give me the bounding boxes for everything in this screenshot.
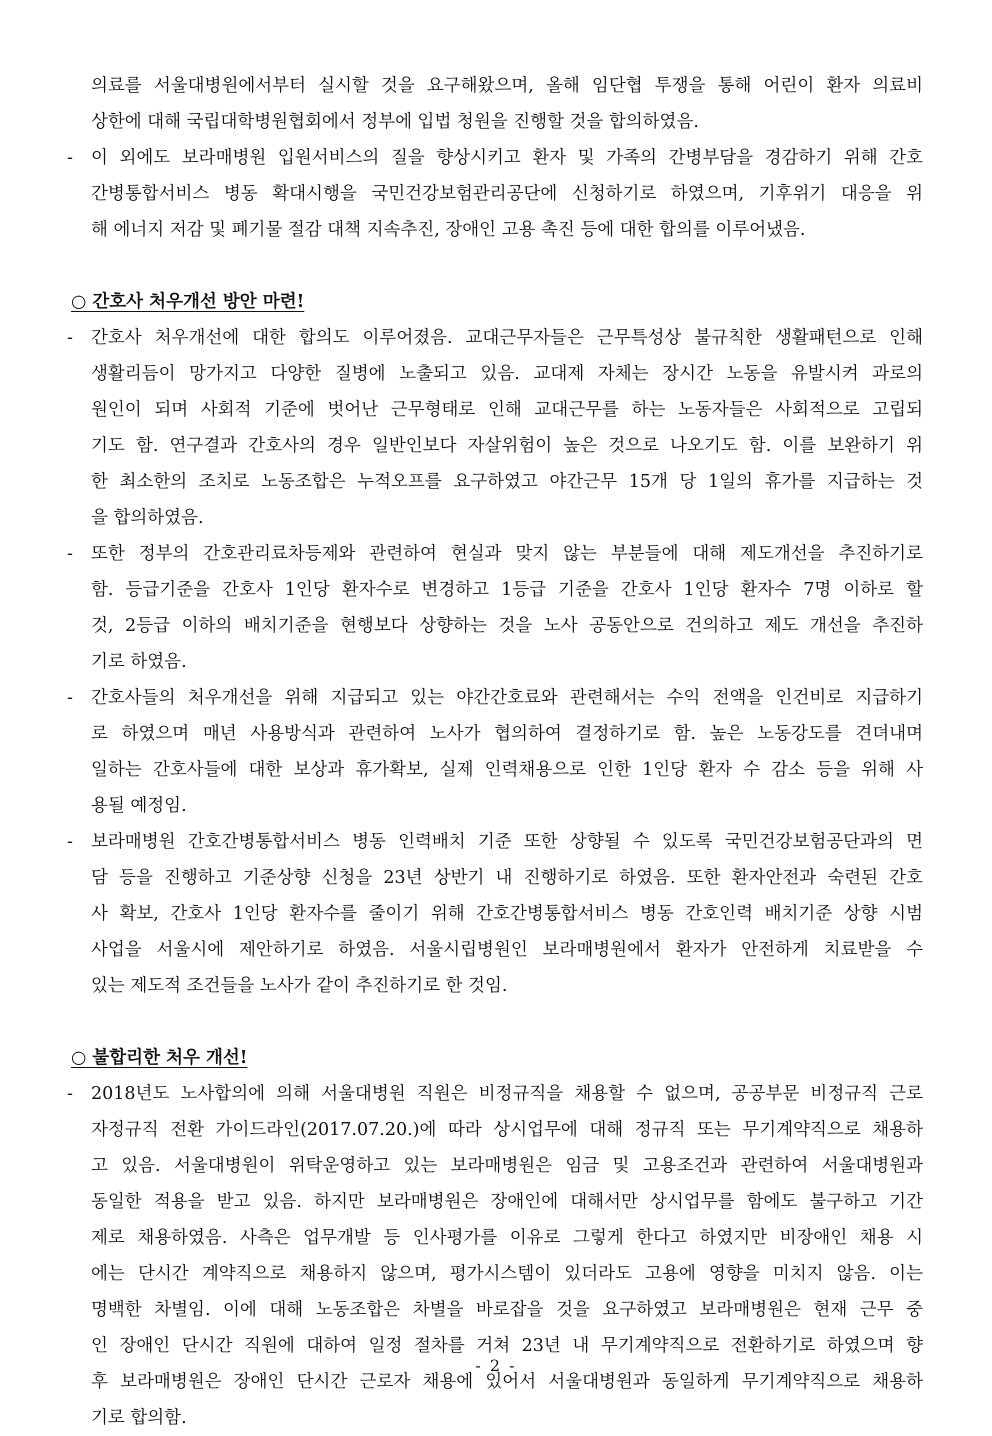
text-line: 보라매병원 간호간병통합서비스 병동 인력배치 기준 또한 상향될 수 있도록 국민건강보험공단과의 면 <box>91 832 923 852</box>
document-body <box>67 68 923 1436</box>
text-line: 후 보라매병원은 장애인 단시간 근로자 채용에 있어서 서울대병원과 동일하게 무기계약직으로 채용하 <box>91 1372 923 1392</box>
text-line: 간호사 처우개선에 대한 합의도 이루어졌음. 교대근무자들은 근무특성상 불규칙한 생활패턴으로 인해 <box>91 328 923 348</box>
bullet-first-line <box>67 140 923 176</box>
bullet-paragraph <box>67 1076 923 1436</box>
text-line: 로 하였으며 매년 사용방식과 관련하여 노사가 협의하여 결정하기로 함. 높은 노동강도를 견뎌내며 <box>91 724 923 744</box>
bullet-paragraph <box>67 824 923 1004</box>
bullet-first-line <box>67 680 923 716</box>
spacer <box>67 248 923 284</box>
bullet-first-line <box>67 320 923 356</box>
bullet-first-line <box>67 1076 923 1112</box>
text-line: 사 확보, 간호사 1인당 환자수를 줄이기 위해 간호간병통합서비스 병동 간호인력 배치기준 상향 시범 <box>91 904 923 924</box>
text-line: 상한에 대해 국립대학병원협회에서 정부에 입법 청원을 진행할 것을 합의하였음. <box>91 112 699 132</box>
text-line: 또한 정부의 간호관리료차등제와 관련하여 현실과 맞지 않는 부분들에 대해 제도개선을 추진하기로 <box>91 544 923 564</box>
text-line: 이 외에도 보라매병원 입원서비스의 질을 향상시키고 환자 및 가족의 간병부담을 경감하기 위해 간호 <box>91 148 923 168</box>
bullet-paragraph <box>67 536 923 680</box>
bullet-dash: - <box>67 328 73 348</box>
spacer <box>67 1004 923 1040</box>
bullet-dash: - <box>67 832 73 852</box>
text-line: 것, 2등급 이하의 배치기준을 현행보다 상향하는 것을 노사 공동안으로 건의하고 제도 개선을 추진하 <box>91 616 923 636</box>
text-line: 기도 함. 연구결과 간호사의 경우 일반인보다 자살위험이 높은 것으로 나오기도 함. 이를 보완하기 위 <box>91 436 923 456</box>
text-line: 간호사들의 처우개선을 위해 지급되고 있는 야간간호료와 관련해서는 수익 전액을 인건비로 지급하기 <box>91 688 923 708</box>
text-line: 한 최소한의 조치로 노동조합은 누적오프를 요구하였고 야간근무 15개 당 1일의 휴가를 지급하는 것 <box>91 472 923 492</box>
bullet-dash: - <box>67 544 73 564</box>
section-heading: ○ 간호사 처우개선 방안 마련! <box>71 292 305 312</box>
text-line: 일하는 간호사들에 대한 보상과 휴가확보, 실제 인력채용으로 인한 1인당 환자 수 감소 등을 위해 사 <box>91 760 923 780</box>
bullet-first-line <box>67 536 923 572</box>
bullet-paragraph <box>67 680 923 824</box>
text-line: 의료를 서울대병원에서부터 실시할 것을 요구해왔으며, 올해 임단협 투쟁을 통해 어린이 환자 의료비 <box>91 76 923 96</box>
text-line: 해 에너지 저감 및 폐기물 절감 대책 지속추진, 장애인 고용 촉진 등에 대한 합의를 이루어냈음. <box>91 220 806 240</box>
bullet-paragraph <box>67 140 923 248</box>
text-line: 인 장애인 단시간 직원에 대하여 일정 절차를 거쳐 23년 내 무기계약직으로 전환하기로 하였으며 향 <box>91 1336 923 1356</box>
text-line: 용될 예정임. <box>91 796 187 816</box>
bullet-paragraph <box>67 320 923 536</box>
text-line: 생활리듬이 망가지고 다양한 질병에 노출되고 있음. 교대제 자체는 장시간 노동을 유발시켜 과로의 <box>91 364 923 384</box>
intro-paragraph <box>67 68 923 140</box>
text-line: 고 있음. 서울대병원이 위탁운영하고 있는 보라매병원은 임금 및 고용조건과 관련하여 서울대병원과 <box>91 1156 923 1176</box>
text-line: 기로 하였음. <box>91 652 187 672</box>
text-line: 함. 등급기준을 간호사 1인당 환자수로 변경하고 1등급 기준을 간호사 1인당 환자수 7명 이하로 할 <box>91 580 923 600</box>
text-line: 사업을 서울시에 제안하기로 하였음. 서울시립병원인 보라매병원에서 환자가 안전하게 치료받을 수 <box>91 940 923 960</box>
text-line: 기로 합의함. <box>91 1408 187 1428</box>
page-number: - 2 - <box>475 1356 517 1375</box>
text-line: 자정규직 전환 가이드라인(2017.07.20.)에 따라 상시업무에 대해 정규직 또는 무기계약직으로 채용하 <box>91 1120 923 1140</box>
text-line: 있는 제도적 조건들을 노사가 같이 추진하기로 한 것임. <box>91 976 508 996</box>
bullet-dash: - <box>67 148 73 168</box>
text-line: 제로 채용하였음. 사측은 업무개발 등 인사평가를 이유로 그렇게 한다고 하였지만 비장애인 채용 시 <box>91 1228 923 1248</box>
text-line: 간병통합서비스 병동 확대시행을 국민건강보험관리공단에 신청하기로 하였으며, 기후위기 대응을 위 <box>91 184 923 204</box>
text-line: 담 등을 진행하고 기준상향 신청을 23년 상반기 내 진행하기로 하였음. 또한 환자안전과 숙련된 간호 <box>91 868 923 888</box>
bullet-dash: - <box>67 688 73 708</box>
section-heading: ○ 불합리한 처우 개선! <box>71 1048 248 1068</box>
bullet-first-line <box>67 824 923 860</box>
bullet-dash: - <box>67 1084 73 1104</box>
text-line: 원인이 되며 사회적 기준에 벗어난 근무형태로 인해 교대근무를 하는 노동자들은 사회적으로 고립되 <box>91 400 923 420</box>
text-line: 에는 단시간 계약직으로 채용하지 않으며, 평가시스템이 있더라도 고용에 영향을 미치지 않음. 이는 <box>91 1264 923 1284</box>
text-line: 을 합의하였음. <box>91 508 204 528</box>
text-line: 명백한 차별임. 이에 대해 노동조합은 차별을 바로잡을 것을 요구하였고 보라매병원은 현재 근무 중 <box>91 1300 923 1320</box>
text-line: 동일한 적용을 받고 있음. 하지만 보라매병원은 장애인에 대해서만 상시업무를 함에도 불구하고 기간 <box>91 1192 923 1212</box>
text-line: 2018년도 노사합의에 의해 서울대병원 직원은 비정규직을 채용할 수 없으며, 공공부문 비정규직 근로 <box>91 1084 923 1104</box>
